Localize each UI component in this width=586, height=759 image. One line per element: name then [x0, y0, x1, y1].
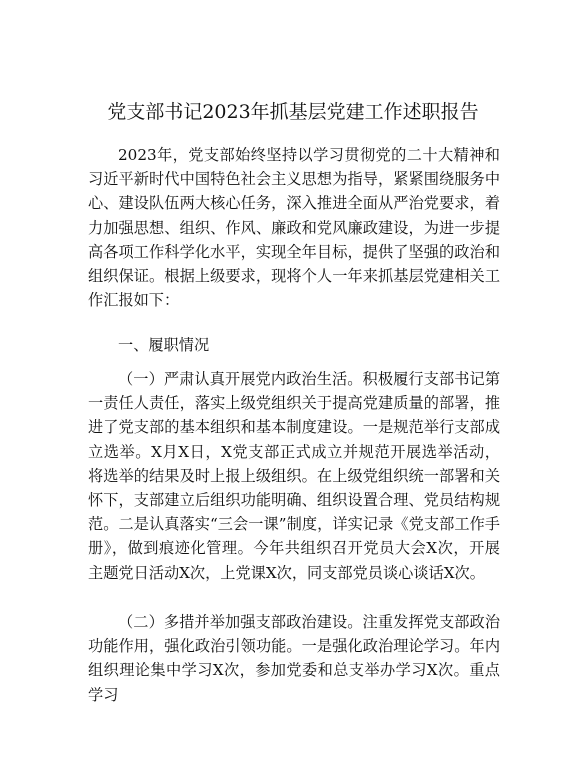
document-title: 党支部书记2023年抓基层党建工作述职报告: [107, 101, 479, 123]
section-heading-performance: 一、履职情况: [118, 336, 210, 354]
section-paragraph-political-life: （一）严肃认真开展党内政治生活。积极履行支部书记第一责任人责任，落实上级党组织关于提高党建质量的部署，推进了党支部的基本组织和基本制度建设。一是规范举行支部成立选举。X月X日，X党支部正式成立并规范开展选举活动，将选举的结果及时上报上级组织。在上级党组织统一部署和关怀下，支部建立后组织功能明确、组织设置合理、党员结构规范。二是认真落实“三会一课”制度，详实记录《党支部工作手册》，做到痕迹化管理。今年共组织召开党员大会X次，开展主题党日活动X次，上党课X次，同支部党员谈心谈话X次。: [88, 370, 500, 582]
intro-paragraph: 2023年，党支部始终坚持以学习贯彻党的二十大精神和习近平新时代中国特色社会主义思想为指导，紧紧围绕服务中心、建设队伍两大核心任务，深入推进全面从严治党要求，着力加强思想、组织、作风、廉政和党风廉政建设，为进一步提高各项工作科学化水平，实现全年目标，提供了坚强的政治和组织保证。根据上级要求，现将个人一年来抓基层党建相关工作汇报如下：: [88, 146, 500, 310]
section-paragraph-political-building: （二）多措并举加强支部政治建设。注重发挥党支部政治功能作用，强化政治引领功能。一是强化政治理论学习。年内组织理论集中学习X次，参加党委和总支举办学习X次。重点学习: [88, 613, 500, 704]
